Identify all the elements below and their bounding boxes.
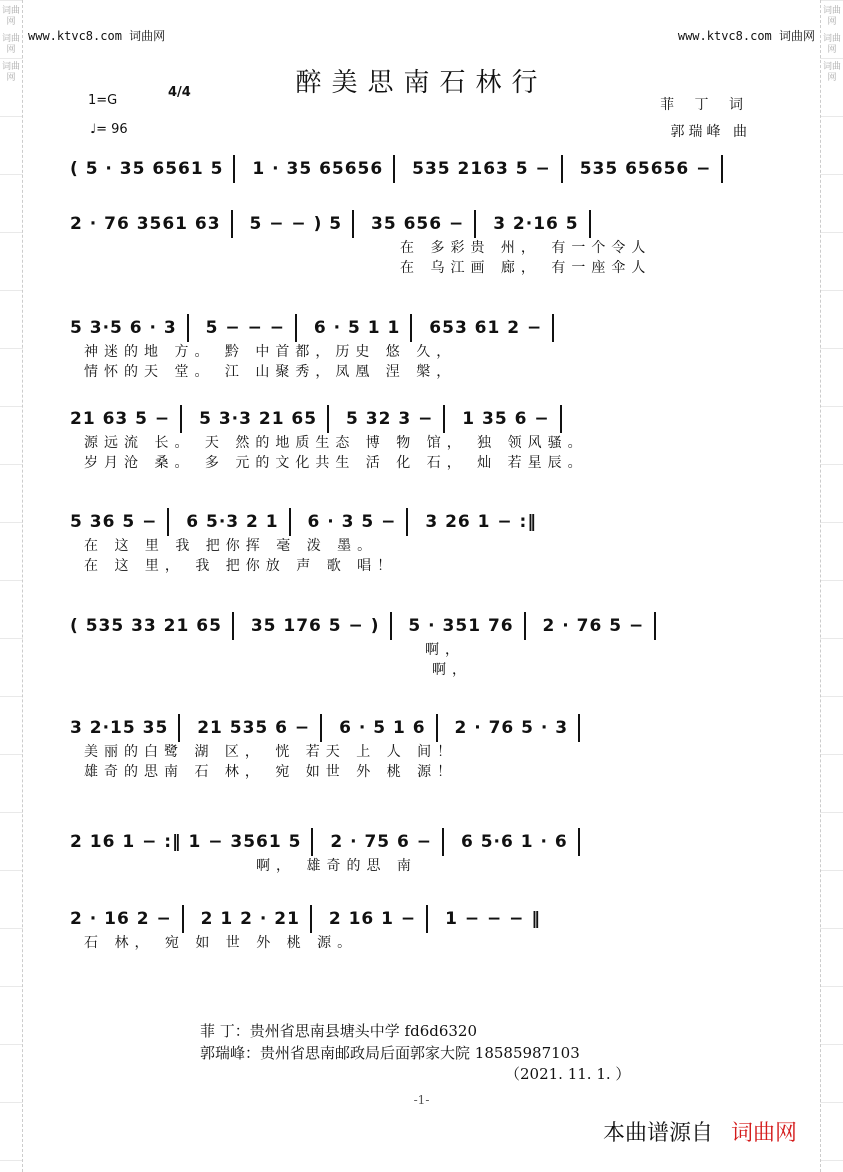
notation-line: 5 36 5 − 6 5·3 2 1 6 · 3 5 − 3 26 1 − :‖: [70, 508, 760, 532]
left-margin-watermark: 词曲网 词曲网 词曲网: [0, 0, 23, 1172]
lyric-line: 石 林， 宛 如 世 外 桃 源。: [84, 935, 358, 951]
notation-line: 2 · 16 2 − 2 1 2 · 21 2 16 1 − 1 − − − ‖: [70, 905, 760, 929]
time-signature: 4/4: [168, 85, 191, 100]
source-attribution: [603, 1116, 797, 1147]
lyric-verse-2: 雄奇的思南 石 林， 宛 如世 外 桃 源！: [84, 764, 458, 780]
source-label: 本曲谱源自: [602, 1121, 713, 1146]
lyric-verse-2: 情怀的天 堂。 江 山聚秀，凤凰 涅 槃，: [84, 364, 457, 380]
lyric-verse-1: 在 这 里 我 把你挥 毫 泼 墨。: [84, 538, 378, 554]
site-url-left[interactable]: www.ktvc8.com 词曲网: [28, 29, 166, 43]
footer-lyricist-contact: 菲 丁：贵州省思南县塘头中学 fd6d6320: [200, 1022, 478, 1040]
lyric-verse-1: 在 多彩贵 州， 有一个令人: [400, 240, 652, 256]
source-brand[interactable]: 词曲网: [730, 1121, 797, 1146]
score-system-7: [70, 714, 760, 782]
lyricist-credit: 菲 丁 词: [660, 97, 751, 113]
lyric-verse-1: 美丽的白鹭 湖 区， 恍 若天 上 人 间！: [84, 744, 458, 760]
score-system-3: [70, 314, 760, 382]
lyric-verse-2: 啊，: [432, 662, 472, 678]
lyric-verse-1: 神迷的地 方。 黔 中首都，历史 悠 久，: [84, 344, 457, 360]
score-system-5: [70, 508, 760, 576]
notation-line: 2 16 1 − :‖ 1 − 3561 5 2 · 75 6 − 6 5·6 1 · 6: [70, 828, 760, 852]
score-system-8: [70, 828, 760, 876]
score-system-6: [70, 612, 760, 680]
score-system-4: [70, 405, 760, 473]
notation-line: 21 63 5 − 5 3·3 21 65 5 32 3 − 1 35 6 −: [70, 405, 760, 429]
page-number: -1-: [413, 1093, 430, 1107]
notation-line: 5 3·5 6 · 3 5 − − − 6 · 5 1 1 653 61 2 −: [70, 314, 760, 338]
score-system-1: [70, 155, 760, 179]
song-title: 醉美思南石林行: [295, 68, 548, 98]
right-margin-watermark: 词曲网 词曲网 词曲网: [820, 0, 843, 1172]
lyric-verse-2: 岁月沧 桑。 多 元的文化共生 活 化 石， 灿 若星辰。: [84, 455, 588, 471]
score-system-9: [70, 905, 760, 953]
footer-date: （2021. 11. 1. ）: [505, 1065, 631, 1083]
notation-line: 2 · 76 3561 63 5 − − ) 5 35 656 − 3 2·16 5: [70, 210, 760, 234]
tempo-marking: ♩= 96: [90, 122, 128, 137]
score-system-2: [70, 210, 760, 278]
key-signature: 1=G: [88, 93, 118, 108]
composer-credit: 郭瑞峰 曲: [670, 124, 751, 140]
lyric-verse-1: 啊，: [425, 642, 465, 658]
lyric-line: 啊， 雄奇的思 南: [256, 858, 417, 874]
lyric-verse-2: 在 乌江画 廊， 有一座伞人: [400, 260, 652, 276]
notation-line: ( 535 33 21 65 35 176 5 − ) 5 · 351 76 2 · 76 5 −: [70, 612, 760, 636]
lyric-verse-2: 在 这 里， 我 把你放 声 歌 唱！: [84, 558, 398, 574]
notation-line: 3 2·15 35 21 535 6 − 6 · 5 1 6 2 · 76 5 · 3: [70, 714, 760, 738]
footer-composer-contact: 郭瑞峰：贵州省思南邮政局后面郭家大院 18585987103: [200, 1044, 580, 1062]
lyric-verse-1: 源远流 长。 天 然的地质生态 博 物 馆， 独 领风骚。: [84, 435, 588, 451]
notation-line: ( 5 · 35 6561 5 1 · 35 65656 535 2163 5 − 535 65656 −: [70, 155, 760, 179]
site-url-right[interactable]: www.ktvc8.com 词曲网: [677, 29, 815, 43]
